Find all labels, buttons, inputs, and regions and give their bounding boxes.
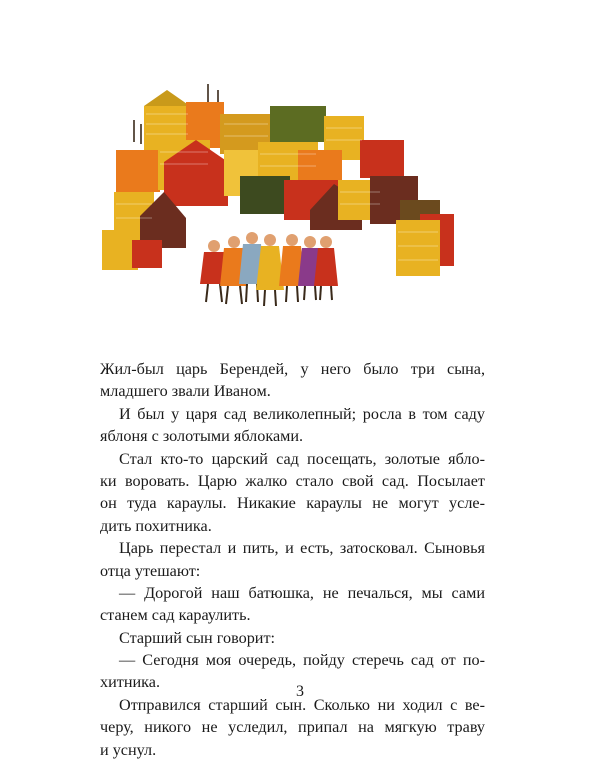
text-line: Царь перестал и пить, и есть, затосковал. Сыновья (119, 539, 485, 558)
text-line: яблоня с золотыми яблоками. (100, 427, 304, 446)
text-line: ки воровать. Царю жалко стало свой сад. Посылает (100, 471, 485, 490)
text-line: и уснул. (100, 740, 157, 759)
text-line: Отправился старший сын. Сколько ни ходил с ве- (119, 695, 485, 714)
text-line: младшего звали Иваном. (100, 382, 271, 401)
text-line: Старший сын говорит: (119, 628, 276, 647)
text-line: дить похитника. (100, 516, 212, 535)
text-line: И был у царя сад великолепный; росла в том саду (119, 404, 485, 423)
text-line: Жил-был царь Берендей, у него было три сына, (100, 360, 485, 378)
text-line: черу, никого не уследил, припал на мягкую траву (100, 718, 485, 737)
village-illustration (100, 80, 465, 320)
text-line: хитника. (100, 673, 161, 692)
text-line: Стал кто-то царский сад посещать, золотые ябло- (119, 449, 485, 468)
text-line: станем сад караулить. (100, 606, 251, 625)
text-line: — Дорогой наш батюшка, не печалься, мы сами (119, 583, 485, 602)
text-line: отца утешают: (100, 561, 201, 580)
page-number: 3 (296, 683, 304, 700)
text-line: он туда караулы. Никакие караулы не могут усле- (100, 494, 485, 513)
text-line: — Сегодня моя очередь, пойду стеречь сад от по- (119, 651, 485, 670)
